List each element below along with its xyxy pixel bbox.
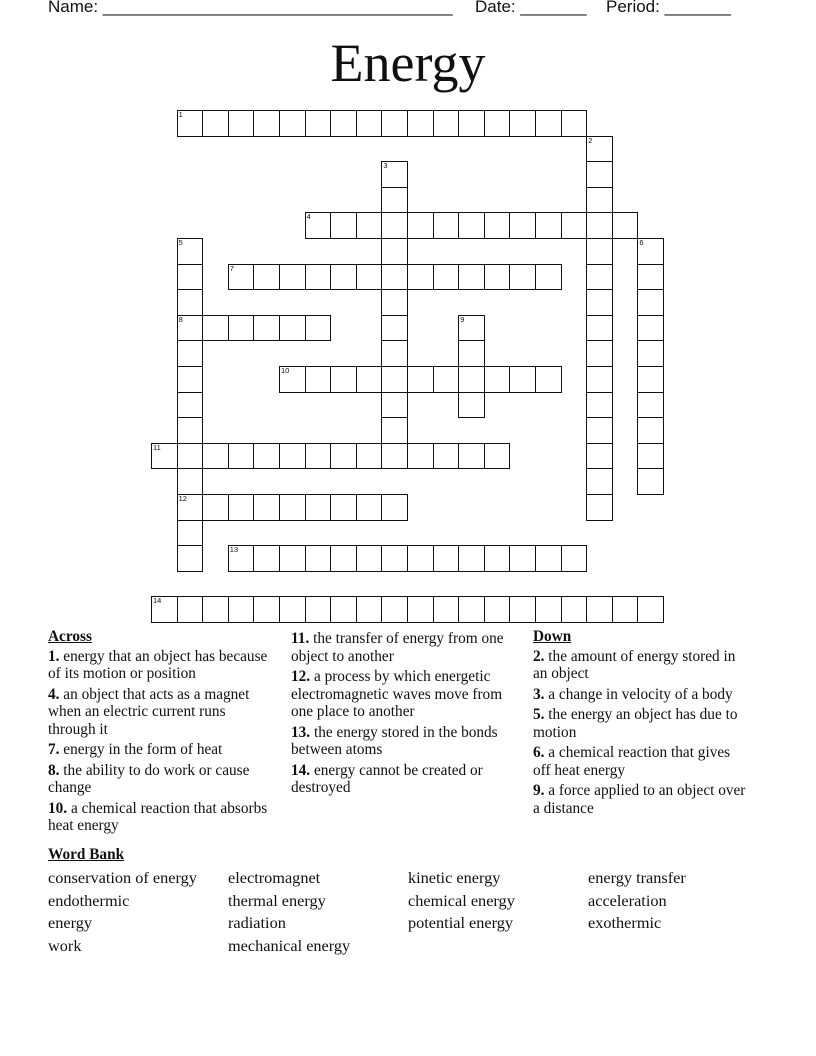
- grid-cell[interactable]: [305, 545, 332, 572]
- grid-cell[interactable]: [177, 264, 204, 291]
- grid-cell[interactable]: [407, 264, 434, 291]
- grid-cell[interactable]: [177, 238, 204, 265]
- clue: [291, 762, 519, 797]
- grid-cell[interactable]: [586, 315, 613, 342]
- grid-cell[interactable]: [381, 110, 408, 137]
- word-bank-item: thermal energy: [228, 890, 326, 910]
- grid-cell[interactable]: [305, 596, 332, 623]
- grid-cell[interactable]: [458, 264, 485, 291]
- grid-cell[interactable]: [381, 596, 408, 623]
- clue-number: 4: [306, 212, 311, 222]
- clue-number: 8: [178, 314, 183, 324]
- clue-text: the amount of energy stored in an object: [533, 647, 736, 682]
- grid-cell[interactable]: [202, 443, 229, 470]
- grid-cell[interactable]: [407, 110, 434, 137]
- grid-cell[interactable]: [637, 366, 664, 393]
- grid-cell[interactable]: [381, 417, 408, 444]
- grid-cell[interactable]: [305, 264, 332, 291]
- clue: [533, 706, 751, 741]
- grid-cell[interactable]: [253, 264, 280, 291]
- grid-cell[interactable]: [253, 494, 280, 521]
- grid-cell[interactable]: [228, 315, 255, 342]
- clue-text: a chemical reaction that absorbs heat energy: [48, 799, 268, 834]
- grid-cell[interactable]: [279, 264, 306, 291]
- grid-cell[interactable]: [458, 366, 485, 393]
- grid-cell[interactable]: [509, 545, 536, 572]
- grid-cell[interactable]: [484, 545, 511, 572]
- grid-cell[interactable]: [330, 366, 357, 393]
- grid-cell[interactable]: [484, 110, 511, 137]
- grid-cell[interactable]: [509, 212, 536, 239]
- grid-cell[interactable]: [228, 545, 255, 572]
- grid-cell[interactable]: [586, 468, 613, 495]
- grid-cell[interactable]: [305, 212, 332, 239]
- clue-number-label: 11.: [291, 630, 310, 647]
- grid-cell[interactable]: [177, 520, 204, 547]
- grid-cell[interactable]: [356, 596, 383, 623]
- grid-cell[interactable]: [330, 110, 357, 137]
- grid-cell[interactable]: [407, 545, 434, 572]
- grid-cell[interactable]: [151, 443, 178, 470]
- clue-number-label: 3.: [533, 685, 545, 703]
- grid-cell[interactable]: [253, 443, 280, 470]
- grid-cell[interactable]: [381, 212, 408, 239]
- word-bank-item: potential energy: [408, 913, 514, 933]
- clue-number-label: 13.: [291, 723, 311, 741]
- grid-cell[interactable]: [356, 443, 383, 470]
- grid-cell[interactable]: [381, 392, 408, 419]
- grid-cell[interactable]: [637, 468, 664, 495]
- grid-cell[interactable]: [330, 545, 357, 572]
- grid-cell[interactable]: [586, 340, 613, 367]
- down-clues: [533, 628, 751, 820]
- grid-cell[interactable]: [228, 494, 255, 521]
- grid-cell[interactable]: [279, 366, 306, 393]
- grid-cell[interactable]: [535, 212, 562, 239]
- grid-cell[interactable]: [458, 212, 485, 239]
- grid-cell[interactable]: [381, 545, 408, 572]
- clue-number-label: 5.: [533, 706, 545, 723]
- grid-cell[interactable]: [330, 264, 357, 291]
- clue: [291, 630, 519, 665]
- grid-cell[interactable]: [586, 212, 613, 239]
- grid-cell[interactable]: [586, 238, 613, 265]
- grid-cell[interactable]: [305, 443, 332, 470]
- down-heading: Down: [533, 628, 572, 645]
- grid-cell[interactable]: [433, 443, 460, 470]
- grid-cell[interactable]: [381, 340, 408, 367]
- clue: [533, 782, 751, 817]
- clue: [48, 741, 276, 759]
- grid-cell[interactable]: [356, 366, 383, 393]
- clue-number: 7: [229, 263, 234, 273]
- grid-cell[interactable]: [637, 417, 664, 444]
- grid-cell[interactable]: [305, 315, 332, 342]
- grid-cell[interactable]: [381, 238, 408, 265]
- period-field[interactable]: Period: _______: [606, 0, 731, 16]
- grid-cell[interactable]: [279, 443, 306, 470]
- grid-cell[interactable]: [637, 264, 664, 291]
- grid-cell[interactable]: [458, 443, 485, 470]
- clue-text: the energy stored in the bonds between atoms: [291, 723, 498, 758]
- clue: [48, 648, 276, 683]
- clue: [48, 762, 276, 797]
- grid-cell[interactable]: [330, 443, 357, 470]
- grid-cell[interactable]: [484, 366, 511, 393]
- grid-cell[interactable]: [407, 596, 434, 623]
- grid-cell[interactable]: [586, 187, 613, 214]
- clue: [48, 800, 276, 835]
- clue-number-label: 10.: [48, 799, 68, 817]
- clue-number-label: 8.: [48, 761, 60, 779]
- grid-cell[interactable]: [177, 340, 204, 367]
- clue-text: energy that an object has because of its motion or position: [48, 647, 268, 682]
- clue: [533, 648, 751, 683]
- grid-cell[interactable]: [356, 545, 383, 572]
- grid-cell[interactable]: [253, 315, 280, 342]
- word-bank-item: energy transfer: [588, 868, 686, 887]
- across-heading: Across: [48, 628, 92, 645]
- grid-cell[interactable]: [381, 289, 408, 316]
- grid-cell[interactable]: [612, 596, 639, 623]
- word-bank-item: kinetic energy: [408, 868, 501, 887]
- clue-number: 13: [229, 545, 239, 555]
- grid-cell[interactable]: [305, 366, 332, 393]
- grid-cell[interactable]: [228, 264, 255, 291]
- grid-cell[interactable]: [586, 392, 613, 419]
- grid-cell[interactable]: [253, 545, 280, 572]
- grid-cell[interactable]: [509, 596, 536, 623]
- clue: [533, 744, 751, 779]
- grid-cell[interactable]: [381, 494, 408, 521]
- grid-cell[interactable]: [228, 110, 255, 137]
- clue-number-label: 9.: [533, 782, 545, 799]
- clue-number: 1: [178, 110, 183, 119]
- clue-number-label: 4.: [48, 685, 60, 703]
- grid-cell[interactable]: [202, 110, 229, 137]
- grid-cell[interactable]: [330, 494, 357, 521]
- clue-text: the energy an object has due to motion: [533, 706, 738, 741]
- clue-number-label: 14.: [291, 761, 311, 779]
- grid-cell[interactable]: [177, 596, 204, 623]
- grid-cell[interactable]: [612, 212, 639, 239]
- grid-cell[interactable]: [586, 417, 613, 444]
- grid-cell[interactable]: [305, 494, 332, 521]
- page-title: Energy: [330, 33, 486, 93]
- grid-cell[interactable]: [637, 596, 664, 623]
- grid-cell[interactable]: [509, 110, 536, 137]
- grid-cell[interactable]: [561, 212, 588, 239]
- grid-cell[interactable]: [253, 596, 280, 623]
- clue-number: 9: [460, 314, 465, 324]
- grid-cell[interactable]: [535, 110, 562, 137]
- clue-number: 6: [639, 238, 644, 247]
- grid-cell[interactable]: [433, 366, 460, 393]
- grid-cell[interactable]: [407, 366, 434, 393]
- grid-cell[interactable]: [458, 545, 485, 572]
- grid-cell[interactable]: [561, 545, 588, 572]
- grid-cell[interactable]: [381, 315, 408, 342]
- clue-number-label: 7.: [48, 741, 60, 758]
- clue-number-label: 1.: [48, 647, 60, 665]
- grid-cell[interactable]: [202, 596, 229, 623]
- grid-cell[interactable]: [637, 238, 664, 265]
- grid-cell[interactable]: [177, 494, 204, 521]
- name-field[interactable]: Name: _____________________________________: [48, 0, 453, 16]
- word-bank-item: conservation of energy: [48, 868, 197, 887]
- clue-text: a force applied to an object over a distance: [533, 782, 746, 817]
- clue-text: energy cannot be created or destroyed: [291, 761, 483, 796]
- grid-cell[interactable]: [535, 545, 562, 572]
- word-bank-item: chemical energy: [408, 890, 515, 910]
- across-clues-col-1: [48, 628, 276, 838]
- grid-cell[interactable]: [637, 443, 664, 470]
- grid-cell[interactable]: [458, 340, 485, 367]
- clue-text: the transfer of energy from one object to another: [291, 630, 504, 665]
- clue-text: a change in velocity of a body: [544, 685, 733, 703]
- grid-cell[interactable]: [228, 596, 255, 623]
- word-bank-item: endothermic: [48, 890, 130, 910]
- clue-number-label: 2.: [533, 647, 545, 665]
- grid-cell[interactable]: [381, 443, 408, 470]
- grid-cell[interactable]: [228, 443, 255, 470]
- grid-cell[interactable]: [433, 110, 460, 137]
- word-bank-item: mechanical energy: [228, 936, 351, 956]
- word-bank-item: work: [48, 936, 82, 956]
- grid-cell[interactable]: [279, 315, 306, 342]
- grid-cell[interactable]: [356, 264, 383, 291]
- grid-cell[interactable]: [202, 315, 229, 342]
- grid-cell[interactable]: [433, 212, 460, 239]
- clue-number: 3: [383, 161, 388, 171]
- grid-cell[interactable]: [535, 366, 562, 393]
- clue-number: 2: [588, 135, 593, 145]
- clue-number-label: 12.: [291, 668, 311, 685]
- grid-cell[interactable]: [458, 596, 485, 623]
- grid-cell[interactable]: [177, 417, 204, 444]
- grid-cell[interactable]: [509, 366, 536, 393]
- grid-cell[interactable]: [586, 494, 613, 521]
- grid-cell[interactable]: [637, 392, 664, 419]
- grid-cell[interactable]: [433, 545, 460, 572]
- grid-cell[interactable]: [177, 443, 204, 470]
- grid-cell[interactable]: [330, 212, 357, 239]
- clue: [291, 668, 519, 721]
- grid-cell[interactable]: [253, 110, 280, 137]
- across-clues-col-2: [291, 630, 519, 800]
- grid-cell[interactable]: [637, 340, 664, 367]
- clue-number: 12: [178, 494, 187, 503]
- grid-cell[interactable]: [586, 136, 613, 163]
- grid-cell[interactable]: [407, 443, 434, 470]
- grid-cell[interactable]: [279, 596, 306, 623]
- grid-cell[interactable]: [586, 596, 613, 623]
- word-bank-heading: Word Bank: [48, 846, 125, 863]
- grid-cell[interactable]: [356, 110, 383, 137]
- grid-cell[interactable]: [458, 315, 485, 342]
- grid-cell[interactable]: [637, 289, 664, 316]
- grid-cell[interactable]: [458, 110, 485, 137]
- grid-cell[interactable]: [356, 494, 383, 521]
- grid-cell[interactable]: [484, 596, 511, 623]
- grid-cell[interactable]: [484, 212, 511, 239]
- grid-cell[interactable]: [279, 110, 306, 137]
- clue: [533, 686, 751, 704]
- clue-text: the ability to do work or cause change: [48, 761, 250, 796]
- word-bank-item: electromagnet: [228, 868, 321, 887]
- grid-cell[interactable]: [586, 264, 613, 291]
- word-bank-item: energy: [48, 913, 93, 933]
- clue-number: 5: [178, 238, 183, 247]
- word-bank-item: acceleration: [588, 890, 667, 910]
- clue-text: an object that acts as a magnet when an electric current runs through it: [48, 685, 250, 738]
- clue-text: energy in the form of heat: [59, 741, 223, 758]
- grid-cell[interactable]: [407, 212, 434, 239]
- grid-cell[interactable]: [305, 110, 332, 137]
- word-bank-item: exothermic: [588, 913, 662, 933]
- grid-cell[interactable]: [484, 264, 511, 291]
- grid-cell[interactable]: [330, 596, 357, 623]
- clue-number: 11: [153, 442, 161, 452]
- grid-cell[interactable]: [586, 289, 613, 316]
- grid-cell[interactable]: [381, 187, 408, 214]
- grid-cell[interactable]: [177, 366, 204, 393]
- clue-text: a process by which energetic electromagnetic waves move from one place to another: [291, 668, 503, 720]
- grid-cell[interactable]: [177, 315, 204, 342]
- grid-cell[interactable]: [433, 264, 460, 291]
- clue: [48, 686, 276, 739]
- grid-cell[interactable]: [561, 110, 588, 137]
- grid-cell[interactable]: [177, 545, 204, 572]
- grid-cell[interactable]: [586, 161, 613, 188]
- clue-number: 14: [153, 596, 162, 606]
- grid-cell[interactable]: [381, 366, 408, 393]
- grid-cell[interactable]: [177, 392, 204, 419]
- grid-cell[interactable]: [177, 110, 204, 137]
- grid-cell[interactable]: [586, 443, 613, 470]
- clue: [291, 724, 519, 759]
- grid-cell[interactable]: [202, 494, 229, 521]
- grid-cell[interactable]: [151, 596, 178, 623]
- grid-cell[interactable]: [535, 264, 562, 291]
- grid-cell[interactable]: [509, 264, 536, 291]
- clue-number-label: 6.: [533, 744, 545, 761]
- grid-cell[interactable]: [458, 392, 485, 419]
- grid-cell[interactable]: [381, 264, 408, 291]
- grid-cell[interactable]: [279, 545, 306, 572]
- date-field[interactable]: Date: _______: [475, 0, 587, 16]
- clue-text: a chemical reaction that gives off heat energy: [533, 744, 731, 779]
- word-bank-item: radiation: [228, 913, 286, 933]
- clue-number: 10: [281, 366, 290, 375]
- grid-cell[interactable]: [586, 366, 613, 393]
- grid-cell[interactable]: [177, 289, 204, 316]
- grid-cell[interactable]: [535, 596, 562, 623]
- grid-cell[interactable]: [177, 468, 204, 495]
- grid-cell[interactable]: [484, 443, 511, 470]
- grid-cell[interactable]: [356, 212, 383, 239]
- grid-cell[interactable]: [279, 494, 306, 521]
- grid-cell[interactable]: [637, 315, 664, 342]
- grid-cell[interactable]: [381, 161, 408, 188]
- grid-cell[interactable]: [433, 596, 460, 623]
- grid-cell[interactable]: [561, 596, 588, 623]
